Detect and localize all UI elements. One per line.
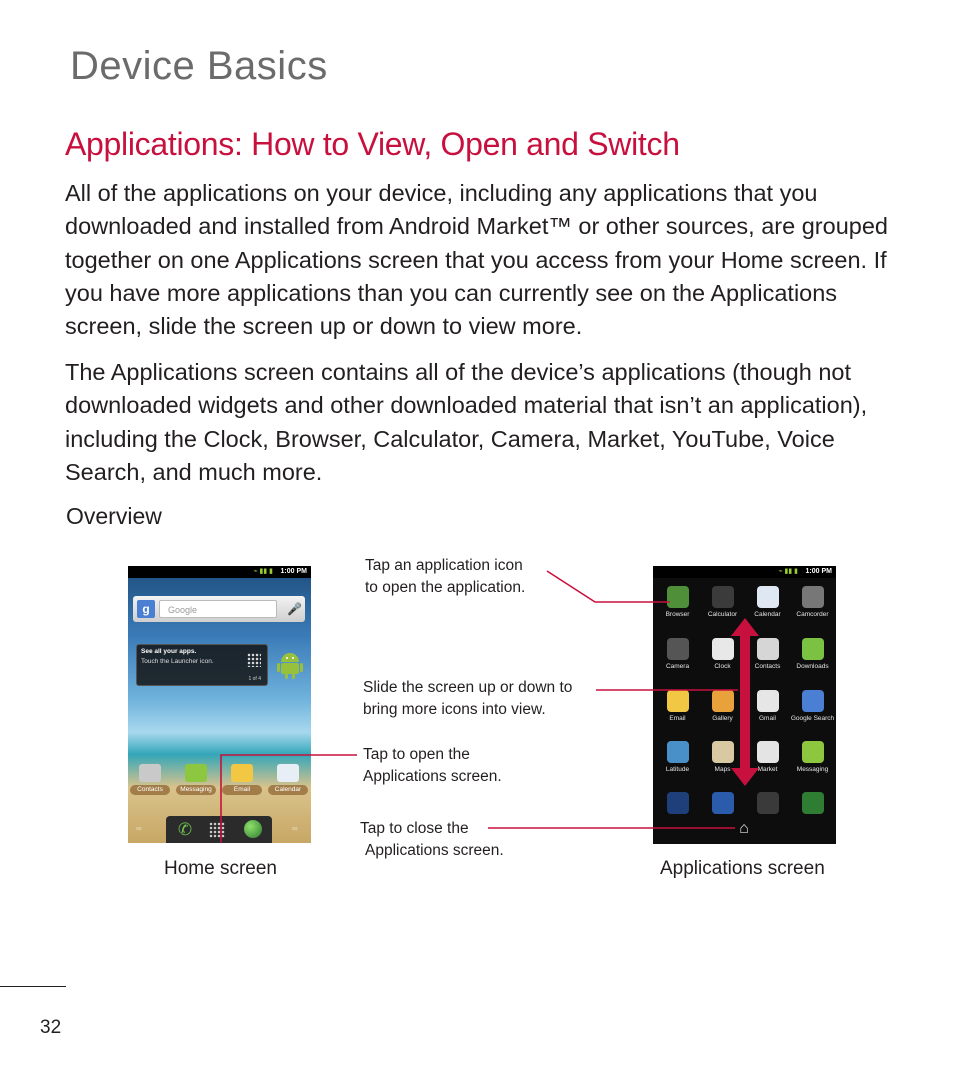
contacts-icon bbox=[139, 764, 161, 782]
scroll-arrow bbox=[731, 618, 759, 786]
shortcut-email[interactable] bbox=[220, 764, 264, 795]
intro-paragraph: All of the applications on your device, including any applications that you downloaded and installed from Android Market™ or other sources, are grouped together on one Applications screen that you access from your Home screen. If you have more applications than you can currently see on the Applications screen, slide the screen up or down to view more. bbox=[65, 180, 888, 340]
calendar-icon bbox=[757, 586, 779, 608]
callout-line: to open the application. bbox=[365, 579, 526, 596]
microphone-icon[interactable]: 🎤 bbox=[287, 602, 302, 616]
search-input[interactable]: Google bbox=[159, 600, 277, 618]
shortcut-label: Messaging bbox=[176, 785, 216, 795]
news-icon bbox=[757, 792, 779, 814]
callout-open-apps-screen bbox=[363, 744, 502, 788]
calendar-icon bbox=[277, 764, 299, 782]
status-bar bbox=[128, 566, 311, 578]
section-title: Device Basics bbox=[70, 44, 328, 88]
app-label: Messaging bbox=[796, 766, 829, 773]
latitude-icon bbox=[667, 741, 689, 763]
contacts-icon bbox=[757, 638, 779, 660]
app-label: Clock bbox=[714, 663, 731, 670]
app-label: Google Search bbox=[790, 715, 835, 722]
market-icon bbox=[757, 741, 779, 763]
shortcut-messaging[interactable] bbox=[174, 764, 218, 795]
applications-screen-caption: Applications screen bbox=[660, 858, 825, 879]
callout-line: Slide the screen up or down to bbox=[363, 679, 573, 696]
gmail-icon bbox=[757, 690, 779, 712]
google-search-widget[interactable] bbox=[133, 596, 305, 622]
app-item[interactable] bbox=[655, 586, 700, 619]
phone-icon[interactable]: ✆ bbox=[177, 820, 193, 839]
callout-line: Applications screen. bbox=[365, 842, 504, 859]
tip-text: Touch the Launcher icon. bbox=[141, 658, 214, 665]
app-label: Calendar bbox=[754, 611, 781, 618]
google-icon: g bbox=[137, 600, 155, 618]
page-left-indicator: ∞ bbox=[136, 824, 142, 833]
navigation-icon bbox=[712, 792, 734, 814]
home-icon[interactable]: ⌂ bbox=[739, 820, 749, 837]
camcorder-icon bbox=[802, 586, 824, 608]
android-icon bbox=[276, 650, 304, 680]
callout-close-apps-screen bbox=[360, 818, 504, 862]
signal-icon: ⌁ ▮▮ ▮ bbox=[253, 568, 273, 575]
app-label: Camcorder bbox=[796, 611, 829, 618]
app-item[interactable] bbox=[790, 586, 835, 619]
more-app-icon bbox=[667, 792, 689, 814]
home-shortcuts bbox=[128, 764, 311, 804]
messaging-icon bbox=[185, 764, 207, 782]
downloads-icon bbox=[802, 638, 824, 660]
shortcut-label: Calendar bbox=[268, 785, 308, 795]
calculator-icon bbox=[712, 586, 734, 608]
launcher-icon[interactable] bbox=[209, 822, 225, 838]
app-item[interactable] bbox=[700, 586, 745, 619]
callout-line: Applications screen. bbox=[363, 768, 502, 785]
app-item[interactable] bbox=[745, 792, 790, 814]
app-item[interactable] bbox=[790, 741, 835, 774]
overview-subheading: Overview bbox=[66, 503, 162, 529]
app-label: Contacts bbox=[754, 663, 781, 670]
app-label: Camera bbox=[665, 663, 690, 670]
app-item[interactable] bbox=[790, 638, 835, 671]
shortcut-contacts[interactable] bbox=[128, 764, 172, 795]
callout-line: bring more icons into view. bbox=[363, 701, 546, 718]
app-label: Gmail bbox=[759, 715, 776, 722]
messaging-icon bbox=[802, 741, 824, 763]
shortcut-label: Email bbox=[222, 785, 262, 795]
app-item[interactable] bbox=[790, 690, 835, 723]
app-label: Gallery bbox=[712, 715, 733, 722]
apps-screen-paragraph: The Applications screen contains all of the device’s applications (though not downloaded widgets and other downloaded material that isn’t an application), including the Clock, Browser, Calculator, Camera, Market, YouTube, Voice Search, and much more. bbox=[65, 359, 868, 485]
signal-icon: ⌁ ▮▮ ▮ bbox=[778, 568, 798, 575]
shortcut-label: Contacts bbox=[130, 785, 170, 795]
leader-open-app bbox=[547, 571, 670, 602]
home-screen-image bbox=[128, 566, 311, 843]
app-label: Email bbox=[669, 715, 686, 722]
status-bar bbox=[653, 566, 836, 578]
page-heading: Applications: How to View, Open and Switch bbox=[65, 126, 680, 162]
tip-title: See all your apps. bbox=[141, 648, 197, 655]
status-time: 1:00 PM bbox=[805, 568, 832, 575]
launcher-grid-icon bbox=[247, 653, 261, 667]
app-label: Maps bbox=[714, 766, 731, 773]
applications-screen-image bbox=[653, 566, 836, 844]
app-item[interactable] bbox=[655, 741, 700, 774]
email-icon bbox=[667, 690, 689, 712]
callout-slide bbox=[363, 677, 572, 721]
app-item[interactable] bbox=[655, 638, 700, 671]
footer-rule bbox=[0, 986, 66, 987]
shortcut-calendar[interactable] bbox=[266, 764, 310, 795]
launcher-bar bbox=[166, 816, 272, 843]
app-label: Latitude bbox=[665, 766, 690, 773]
launcher-tip-widget bbox=[136, 644, 268, 686]
app-item[interactable] bbox=[700, 792, 745, 814]
page-number: 32 bbox=[40, 1017, 62, 1038]
page-right-indicator: ∞ bbox=[292, 824, 298, 833]
app-label: Browser bbox=[665, 611, 690, 618]
status-time: 1:00 PM bbox=[280, 568, 307, 575]
google-search-icon bbox=[802, 690, 824, 712]
callout-line: Tap to open the bbox=[363, 746, 470, 763]
app-item[interactable] bbox=[745, 586, 790, 619]
browser-icon bbox=[667, 586, 689, 608]
camera-icon bbox=[667, 638, 689, 660]
home-screen-caption: Home screen bbox=[164, 858, 277, 879]
browser-icon[interactable] bbox=[244, 820, 262, 838]
app-item[interactable] bbox=[655, 690, 700, 723]
app-label: Downloads bbox=[796, 663, 829, 670]
phone-app-icon bbox=[802, 792, 824, 814]
callout-line: Tap an application icon bbox=[365, 557, 523, 574]
app-item[interactable] bbox=[655, 792, 700, 814]
app-label: Market bbox=[757, 766, 778, 773]
app-item[interactable] bbox=[790, 792, 835, 814]
callout-open-app bbox=[365, 555, 525, 599]
app-label: Calculator bbox=[707, 611, 738, 618]
callout-line: Tap to close the bbox=[360, 820, 469, 837]
tip-page-indicator: 1 of 4 bbox=[248, 676, 261, 682]
email-icon bbox=[231, 764, 253, 782]
